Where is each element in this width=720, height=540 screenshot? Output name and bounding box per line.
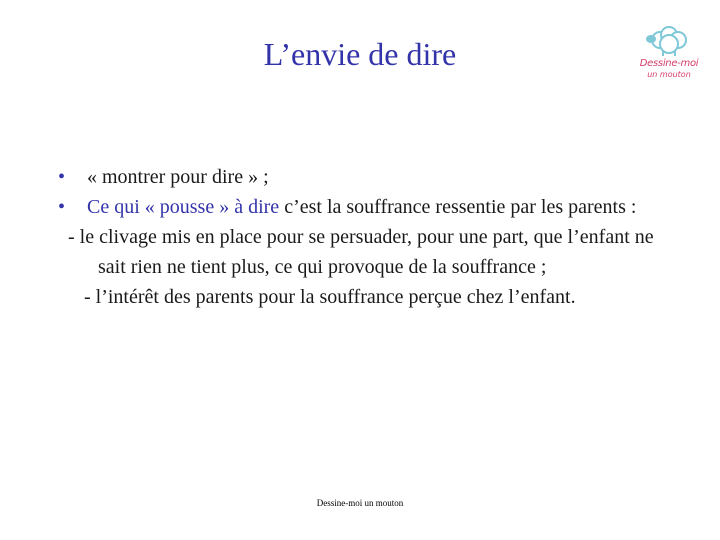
slide-title: L’envie de dire <box>263 36 457 72</box>
logo-text-line1: Dessine-moi <box>639 58 699 69</box>
sub-item: - le clivage mis en place pour se persuader, pour une part, que l’enfant ne sait rien ne tient plus, ce qui provoque de la souffrance ; <box>68 226 654 278</box>
logo <box>638 20 700 82</box>
bullet-text: c’est la souffrance ressentie par les parents : <box>279 196 637 218</box>
logo-text-line2: un mouton <box>647 70 691 79</box>
sub-item: - l’intérêt des parents pour la souffrance perçue chez l’enfant. <box>84 286 576 308</box>
footer-text: Dessine-moi un mouton <box>316 498 404 508</box>
bullet-text-highlight: Ce qui « pousse » à dire <box>87 196 280 218</box>
bullet-marker: • <box>58 196 66 218</box>
bullet-marker: • <box>58 166 66 188</box>
bullet-text: « montrer pour dire » ; <box>87 166 269 188</box>
bullet-item <box>58 192 678 222</box>
slide-body <box>58 162 678 312</box>
bullet-item <box>58 162 678 192</box>
sheep-icon <box>638 20 700 60</box>
